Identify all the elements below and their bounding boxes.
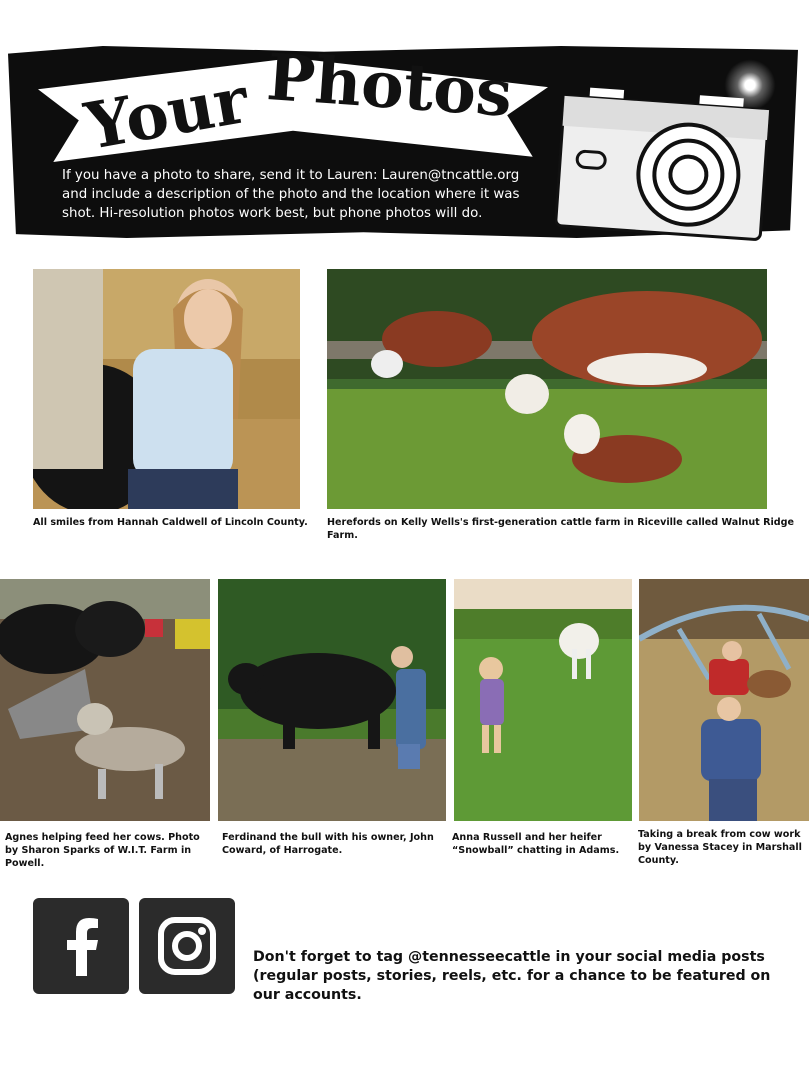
facebook-icon[interactable]: [33, 898, 129, 994]
intro-text: If you have a photo to share, send it to Lauren: Lauren@tncattle.org and include a description of the photo and the location where it was shot. Hi-resolution photos work best, but phone photos will do.: [62, 168, 520, 221]
photo-hannah-caldwell: [33, 269, 300, 509]
social-cta-text: Don't forget to tag @tennesseecattle in your social media posts (regular posts, stories, reels, etc. for a chance to be featured on our accounts.: [253, 949, 771, 1003]
caption-2: Herefords on Kelly Wells's first-generation cattle farm in Riceville called Walnut Ridge Farm.: [327, 517, 795, 541]
camera-icon: [555, 85, 775, 249]
instagram-icon[interactable]: [139, 898, 235, 994]
caption-4: Ferdinand the bull with his owner, John Coward, of Harrogate.: [222, 832, 434, 856]
page-title: [79, 39, 516, 165]
caption-3: Agnes helping feed her cows. Photo by Sharon Sparks of W.I.T. Farm in Powell.: [5, 832, 200, 869]
caption-6: Taking a break from cow work by Vanessa Stacey in Marshall County.: [638, 829, 802, 866]
caption-5: Anna Russell and her heifer “Snowball” chatting in Adams.: [452, 832, 620, 856]
photo-vanessa-stacey: [639, 579, 809, 821]
title-word-photos: Photos: [264, 39, 515, 132]
title-word-your: Your: [79, 62, 254, 165]
caption-1: All smiles from Hannah Caldwell of Lincoln County.: [33, 517, 308, 528]
photo-agnes: [0, 579, 210, 821]
photo-anna-russell: [454, 579, 632, 821]
photo-herefords: [327, 269, 767, 509]
photo-ferdinand: [218, 579, 446, 821]
